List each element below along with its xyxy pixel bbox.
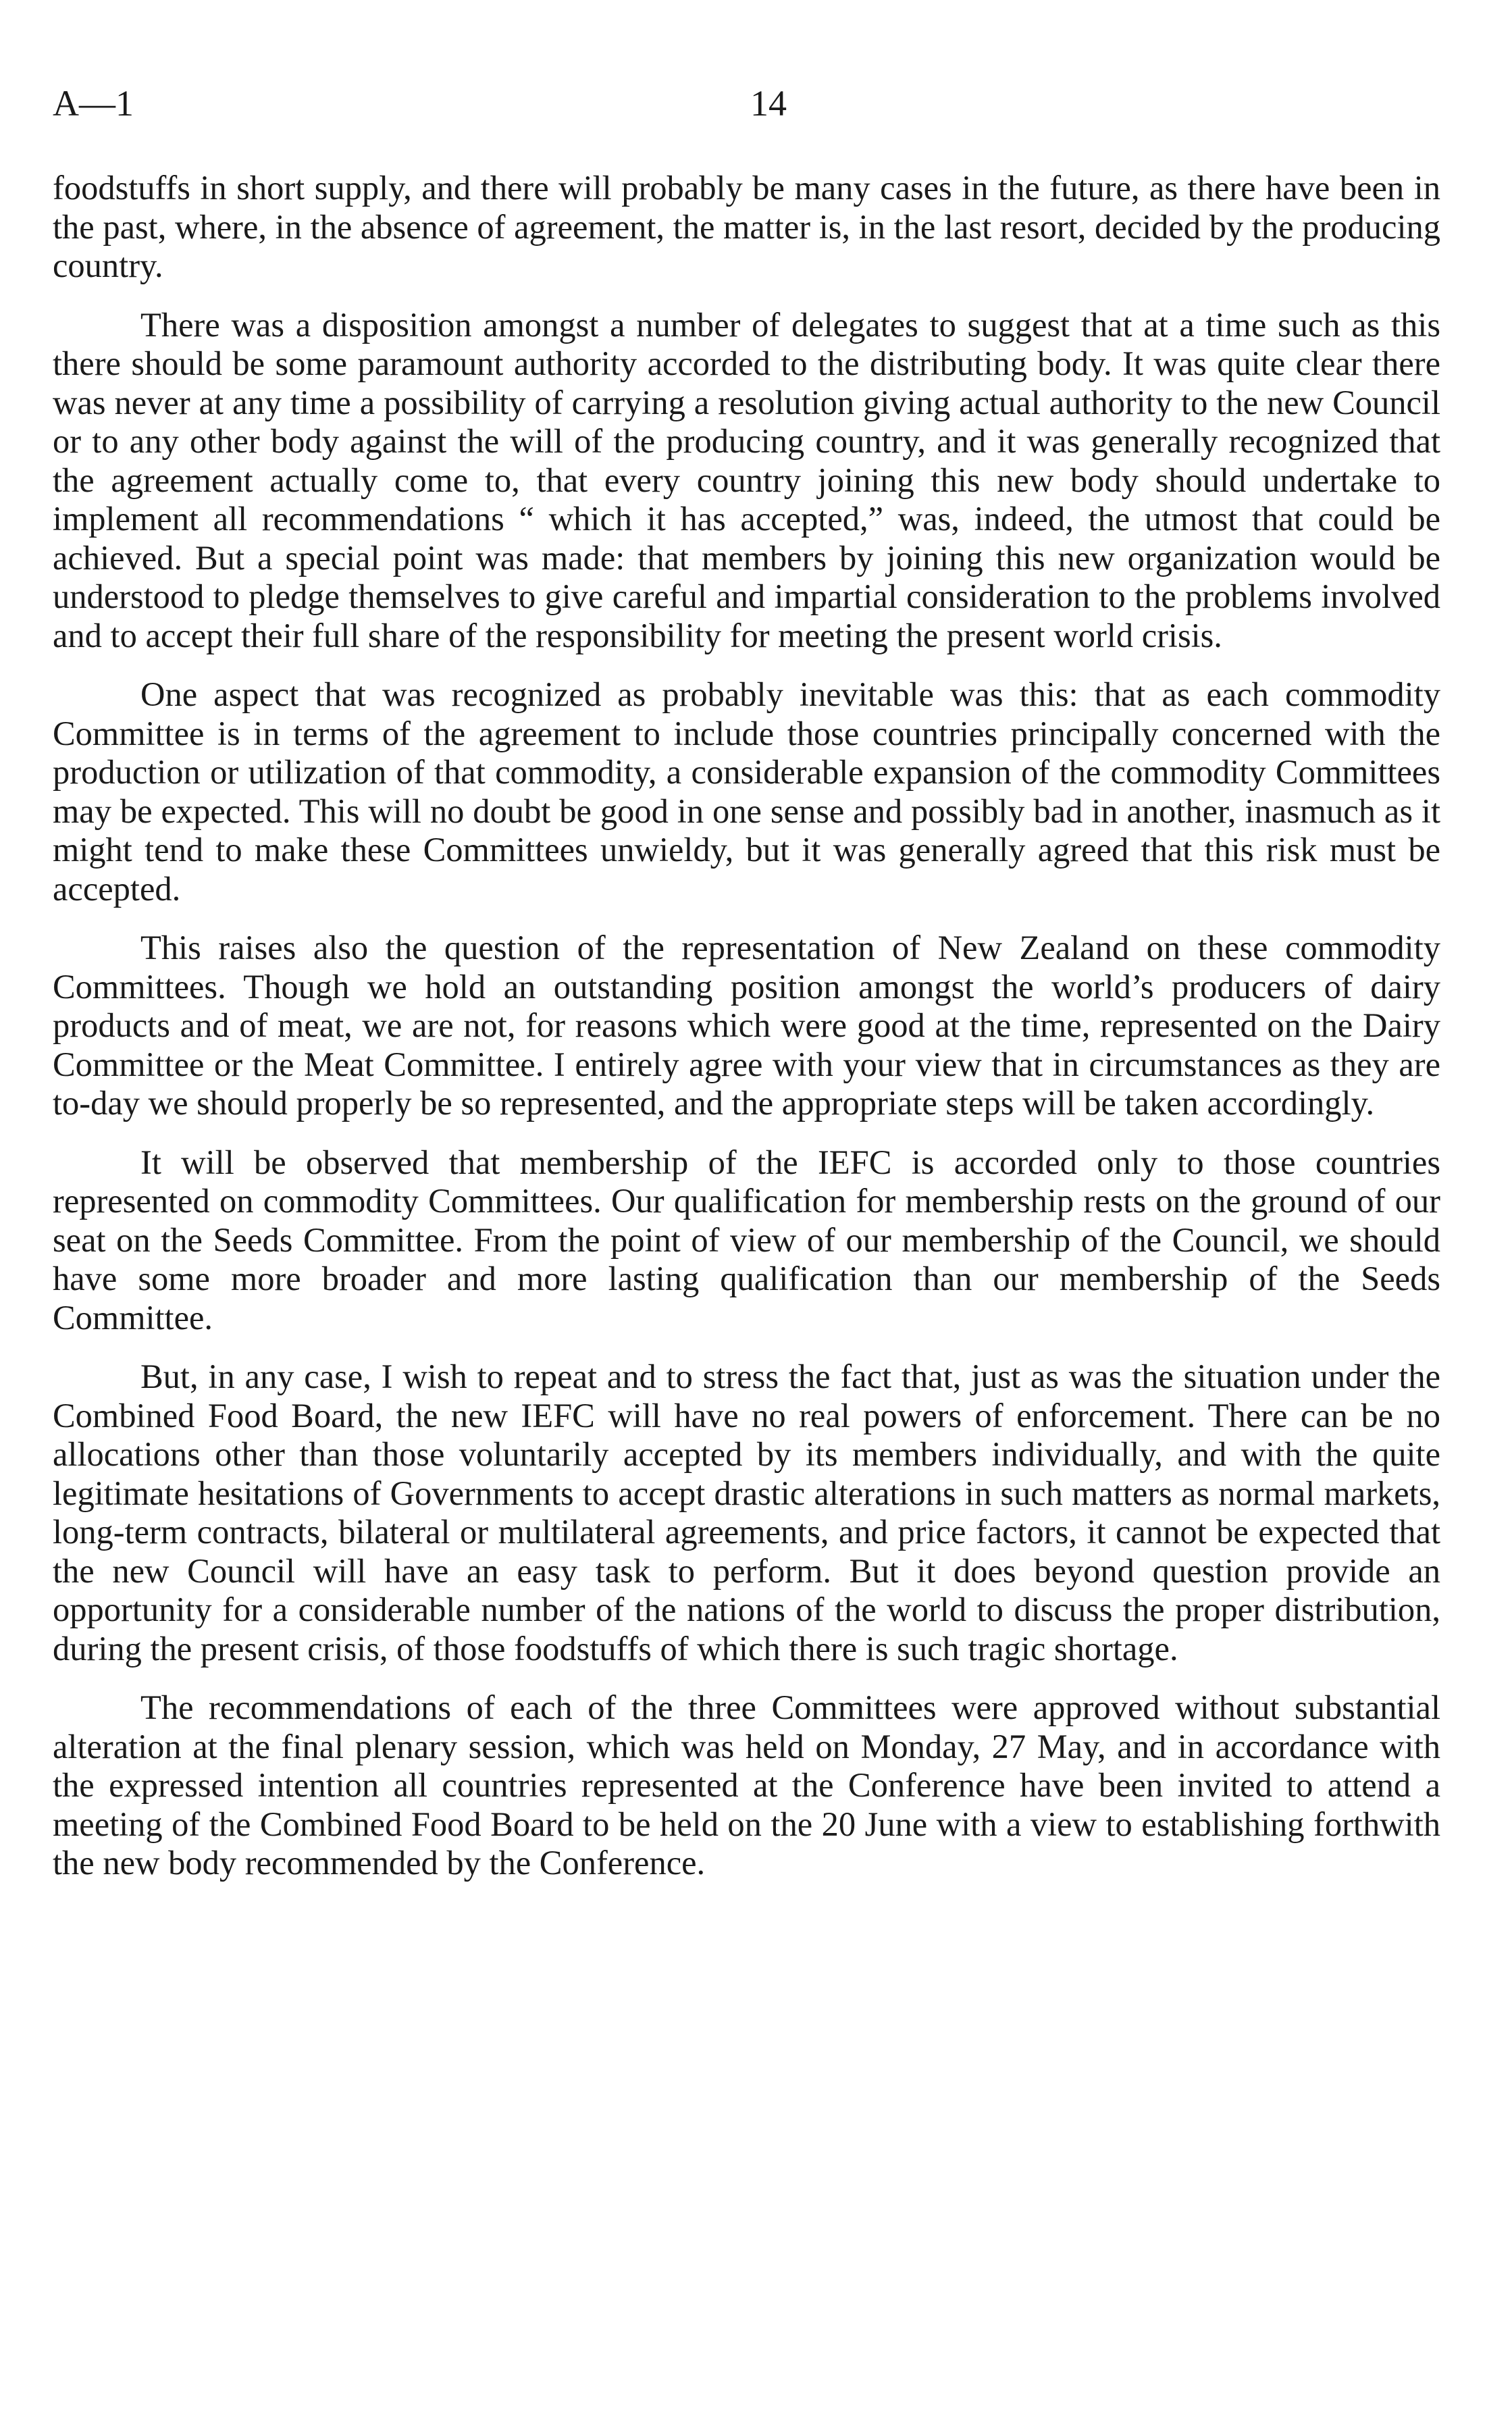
paragraph-iefc-membership: It will be observed that membership of the IEFC is accorded only to those countries represented on commodity Committees. Our qualification for membership rests on the ground of our seat on the Seeds Committee. From the point of view of our membership of the Council, we should have some more broader and more lasting qualification than our membership of the Seeds Committee. <box>53 1143 1440 1337</box>
paragraph-no-enforcement-powers: But, in any case, I wish to repeat and to stress the fact that, just as was the situation under the Combined Food Board, the new IEFC will have no real powers of enforcement. There can be no allocations other than those voluntarily accepted by its members individually, and with the quite legitimate hesitations of Governments to accept drastic alterations in such matters as normal markets, long-term contracts, bilateral or multilateral agreements, and price factors, it cannot be expected that the new Council will have an easy task to perform. But it does beyond question provide an opportunity for a considerable number of the nations of the world to discuss the proper distribution, during the present crisis, of those foodstuffs of which there is such tragic shortage. <box>53 1358 1440 1668</box>
page-number: 14 <box>750 83 787 124</box>
paragraph-committee-expansion: One aspect that was recognized as probably inevitable was this: that as each commodity Committee is in terms of the agreement to include those countries principally concerned with the production or utilization of that commodity, a considerable expansion of the commodity Committees may be expected. This will no doubt be good in one sense and possibly bad in another, inasmuch as it might tend to make these Committees unwieldy, but it was generally agreed that this risk must be accepted. <box>53 675 1440 908</box>
paragraph-nz-representation: This raises also the question of the representation of New Zealand on these commodity Committees. Though we hold an outstanding position amongst the world’s producers of dairy products and of meat, we are not, for reasons which were good at the time, represented on the Dairy Committee or the Meat Committee. I entirely agree with your view that in circumstances as they are to-day we should properly be so represented, and the appropriate steps will be taken accordingly. <box>53 929 1440 1122</box>
paragraph-continuation: foodstuffs in short supply, and there will probably be many cases in the future, as there have been in the past, where, in the absence of agreement, the matter is, in the last resort, decided by the producing country. <box>53 169 1440 284</box>
paragraph-recommendations-approved: The recommendations of each of the three Committees were approved without substantial alteration at the final plenary session, which was held on Monday, 27 May, and in accordance with the expressed intention all countries represented at the Conference have been invited to attend a meeting of the Combined Food Board to be held on the 20 June with a view to establishing forthwith the new body recommended by the Conference. <box>53 1688 1440 1882</box>
document-body <box>53 169 1440 1903</box>
paragraph-distributing-body-authority: There was a disposition amongst a number of delegates to suggest that at a time such as this there should be some paramount authority accorded to the distributing body. It was quite clear there was never at any time a possibility of carrying a resolution giving actual authority to the new Council or to any other body against the will of the producing country, and it was generally recognized that the agreement actually come to, that every country joining this new body should undertake to implement all recommendations “ which it has accepted,” was, indeed, the utmost that could be achieved. But a special point was made: that members by joining this new organization would be understood to pledge themselves to give careful and impartial consideration to the problems involved and to accept their full share of the responsibility for meeting the present world crisis. <box>53 305 1440 654</box>
document-reference: A—1 <box>53 83 134 124</box>
page-header <box>53 80 1424 127</box>
